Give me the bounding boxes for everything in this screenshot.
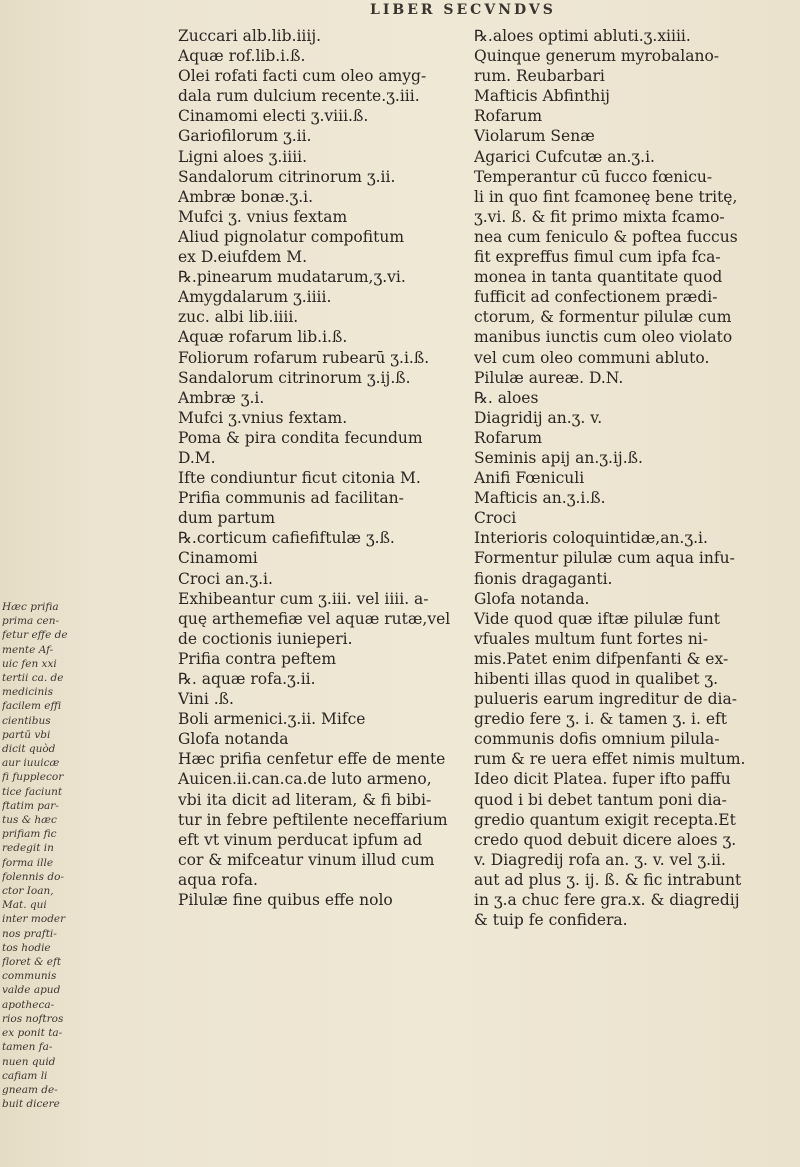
margin-line: cientibus: [2, 714, 51, 727]
margin-line: tus & hæc: [2, 814, 57, 827]
text-line: Interioris coloquintidæ,an.ʒ.i.: [474, 529, 708, 548]
text-line: vel cum oleo communi abluto.: [474, 348, 710, 367]
text-line: Violarum Senæ: [474, 127, 595, 146]
text-line: de coctionis iunieperi.: [178, 629, 353, 648]
text-line: Temperantur cū fucco fœnicu-: [474, 167, 713, 186]
margin-line: ex ponit ta-: [2, 1027, 63, 1040]
text-line: ʒ.vi. ß. & fit primo mixta fcamo-: [474, 207, 725, 226]
text-line: Mufci ʒ. vnius fextam: [178, 207, 348, 226]
margin-line: apotheca-: [2, 998, 55, 1011]
margin-line: tamen fa-: [2, 1041, 53, 1054]
text-line: dala rum dulcium recente.ʒ.iii.: [178, 87, 420, 106]
text-line: Auicen.ii.can.ca.de luto armeno,: [178, 770, 432, 789]
margin-line: partū vbi: [2, 728, 51, 741]
text-line: fufficit ad confectionem prædi-: [474, 288, 718, 307]
text-line: Poma & pira condita fecundum: [178, 428, 423, 447]
text-line: Prifia contra peftem: [178, 649, 337, 668]
text-line: zuc. albi lib.iiii.: [178, 308, 299, 327]
text-line: Gariofilorum ʒ.ii.: [178, 127, 312, 146]
text-line: Seminis apij an.ʒ.ij.ß.: [474, 448, 643, 467]
margin-line: nos prafti-: [2, 927, 57, 940]
text-line: Sandalorum citrinorum ʒ.ii.: [178, 167, 396, 186]
margin-line: gneam de-: [2, 1083, 58, 1096]
text-line: Foliorum rofarum rubearū ʒ.i.ß.: [178, 348, 430, 367]
text-line: Diagridij an.ʒ. v.: [474, 408, 603, 427]
text-line: nea cum feniculo & poftea fuccus: [474, 227, 738, 246]
text-line: Glofa notanda.: [474, 589, 590, 608]
text-line: fit expreffus fimul cum ipfa fca-: [474, 248, 721, 267]
margin-line: rios noftros: [2, 1012, 64, 1025]
margin-line: buit dicere: [2, 1098, 60, 1111]
margin-line: tos hodie: [2, 941, 51, 954]
left-column: [178, 26, 470, 910]
text-line: Vini .ß.: [178, 690, 234, 709]
text-line: Cinamomi: [178, 549, 258, 568]
text-line: eft vt vinum perducat ipfum ad: [178, 830, 423, 849]
text-line: gredio fere ʒ. i. & tamen ʒ. i. eft: [474, 710, 728, 729]
text-line: D.M.: [178, 448, 216, 467]
margin-line: floret & eft: [2, 956, 62, 969]
text-line: Pilulæ aureæ. D.N.: [474, 368, 624, 387]
text-line: Croci: [474, 509, 517, 528]
text-line: Ligni aloes ʒ.iiii.: [178, 147, 308, 166]
text-line: credo quod debuit dicere aloes ʒ.: [474, 830, 737, 849]
margin-line: fi fupplecor: [2, 771, 64, 784]
text-line: Hæc prifia cenfetur effe de mente: [178, 750, 446, 769]
margin-line: Hæc prifia: [2, 601, 59, 613]
margin-line: redegit in: [2, 842, 54, 855]
text-line: Rofarum: [474, 107, 543, 126]
margin-line: Mat. qui: [2, 899, 47, 912]
text-line: v. Diagredij rofa an. ʒ. v. vel ʒ.ii.: [474, 850, 726, 869]
text-line: ℞. aloes: [474, 388, 539, 407]
text-line: ctorum, & formentur pilulæ cum: [474, 308, 732, 327]
margin-line: ctor Ioan,: [2, 885, 54, 898]
text-line: aqua rofa.: [178, 870, 258, 889]
margin-line: inter moder: [2, 913, 66, 926]
text-line: Formentur pilulæ cum aqua infu-: [474, 549, 735, 568]
text-line: mis.Patet enim difpenfanti & ex-: [474, 649, 729, 668]
text-line: Ideo dicit Platea. fuper ifto paffu: [474, 770, 731, 789]
margin-line: ftatim par-: [2, 799, 59, 812]
margin-line: prima cen-: [2, 615, 60, 628]
text-line: Rofarum: [474, 428, 543, 447]
text-line: Mufci ʒ.vnius fextam.: [178, 408, 348, 427]
text-line: ℞.aloes optimi abluti.ʒ.xiiii.: [474, 27, 691, 45]
text-line: in ʒ.a chuc fere gra.x. & diagredij: [474, 891, 740, 910]
text-line: ℞. aquæ rofa.ʒ.ii.: [178, 670, 316, 688]
text-line: Prifia communis ad facilitan-: [178, 489, 404, 508]
text-line: tur in febre peftilente neceffarium: [178, 810, 448, 829]
text-line: manibus iunctis cum oleo violato: [474, 328, 733, 347]
text-line: Pilulæ fine quibus effe nolo: [178, 891, 393, 910]
margin-line: facilem effi: [2, 700, 62, 713]
margin-line: forma ille: [2, 856, 54, 869]
text-line: Aquæ rofarum lib.i.ß.: [178, 328, 348, 347]
text-line: Croci an.ʒ.i.: [178, 569, 273, 588]
margin-line: communis: [2, 970, 57, 983]
margin-line: medicinis: [2, 686, 53, 699]
text-line: pulueris earum ingreditur de dia-: [474, 690, 737, 709]
marginal-note: [2, 600, 70, 1111]
margin-line: aur iuuicæ: [2, 757, 60, 770]
text-line: vbi ita dicit ad literam, & fi bibi-: [178, 790, 432, 809]
text-line: li in quo fint fcamoneę bene tritę,: [474, 187, 738, 206]
text-line: & tuip fe confidera.: [474, 911, 628, 930]
text-line: gredio quantum exigit recepta.Et: [474, 810, 736, 829]
text-line: Amygdalarum ʒ.iiii.: [178, 288, 332, 307]
margin-line: uic fen xxi: [2, 657, 57, 670]
margin-line: tertii ca. de: [2, 672, 64, 685]
text-line: Zuccari alb.lib.iiij.: [178, 27, 322, 45]
right-column: [474, 26, 790, 930]
text-line: hibenti illas quod in qualibet ʒ.: [474, 670, 719, 688]
margin-line: dicit quòd: [2, 743, 56, 756]
text-line: Cinamomi electi ʒ.viii.ß.: [178, 107, 369, 126]
text-line: dum partum: [178, 509, 276, 528]
text-line: Aliud pignolatur compofitum: [178, 227, 405, 246]
text-line: Aquæ rof.lib.i.ß.: [178, 47, 306, 66]
text-line: Ambræ bonæ.ʒ.i.: [178, 187, 314, 206]
text-line: Boli armenici.ʒ.ii. Mifce: [178, 710, 366, 729]
text-line: quę arthemefiæ vel aquæ rutæ,vel: [178, 609, 451, 628]
text-line: monea in tanta quantitate quod: [474, 268, 723, 287]
text-line: quod i bi debet tantum poni dia-: [474, 790, 727, 809]
margin-line: mente Af-: [2, 643, 54, 656]
text-line: Agarici Cufcutæ an.ʒ.i.: [474, 147, 655, 166]
text-line: Ambræ ʒ.i.: [178, 388, 265, 407]
margin-line: nuen quid: [2, 1055, 56, 1068]
margin-line: prifiam fic: [2, 828, 57, 841]
text-line: ex D.eiufdem M.: [178, 248, 308, 267]
text-line: Anifi Fœniculi: [474, 469, 585, 488]
text-line: fionis dragaganti.: [474, 569, 613, 588]
text-line: cor & mifceatur vinum illud cum: [178, 850, 435, 869]
text-line: Olei rofati facti cum oleo amyg-: [178, 67, 427, 86]
margin-line: folennis do-: [2, 870, 64, 883]
text-line: communis dofis omnium pilula-: [474, 730, 720, 749]
text-line: Quinque generum myrobalano-: [474, 47, 720, 66]
text-line: Sandalorum citrinorum ʒ.ij.ß.: [178, 368, 411, 387]
text-line: Exhibeantur cum ʒ.iii. vel iiii. a-: [178, 589, 429, 608]
margin-line: cafiam li: [2, 1069, 48, 1082]
margin-line: valde apud: [2, 984, 61, 997]
text-line: rum & re uera effet nimis multum.: [474, 750, 746, 769]
text-line: vfuales multum funt fortes ni-: [474, 629, 708, 648]
margin-line: fetur effe de: [2, 629, 68, 642]
running-header: LIBER SECVNDVS: [370, 2, 556, 18]
margin-line: tice faciunt: [2, 785, 63, 798]
text-line: Glofa notanda: [178, 730, 289, 749]
text-line: Ifte condiuntur ficut citonia M.: [178, 469, 421, 488]
text-line: Mafticis an.ʒ.i.ß.: [474, 489, 606, 508]
text-line: ℞.corticum cafiefiftulæ ʒ.ß.: [178, 529, 395, 548]
text-line: Mafticis Abfinthij: [474, 87, 610, 106]
text-line: ℞.pinearum mudatarum,ʒ.vi.: [178, 268, 406, 287]
text-line: Vide quod quæ iftæ pilulæ funt: [474, 609, 721, 628]
text-line: aut ad plus ʒ. ij. ß. & fic intrabunt: [474, 870, 742, 889]
text-line: rum. Reubarbari: [474, 67, 605, 86]
